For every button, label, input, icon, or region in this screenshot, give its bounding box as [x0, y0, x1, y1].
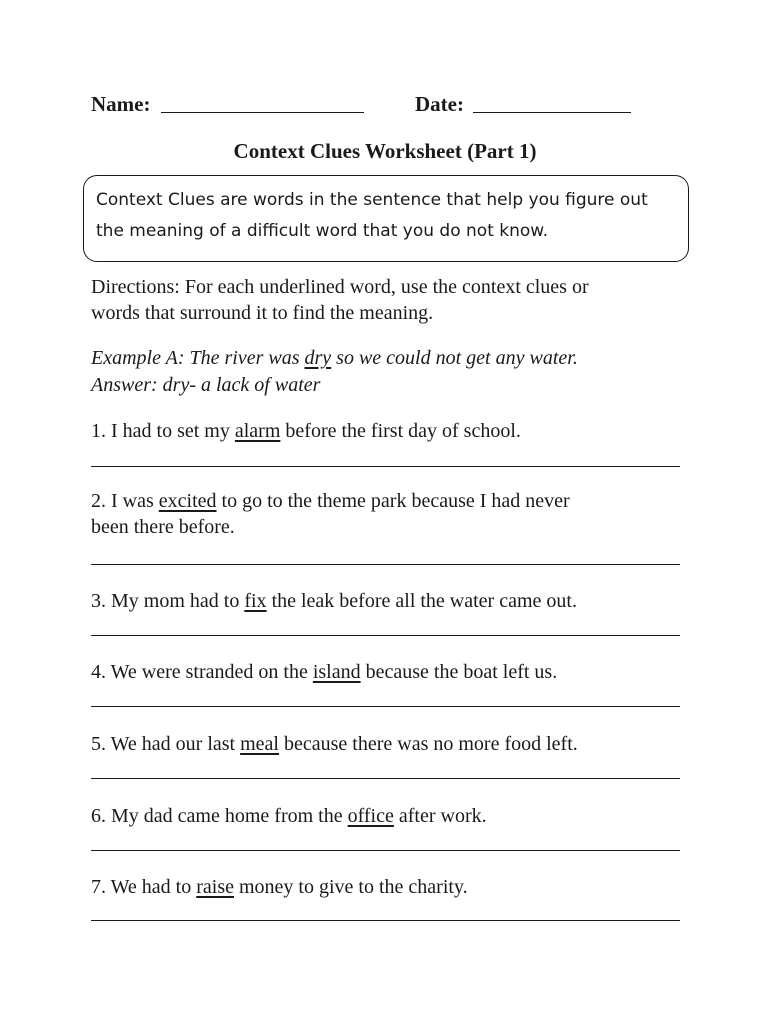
question-line-2: been there before. — [91, 516, 235, 538]
answer-line-7[interactable] — [91, 920, 680, 921]
question-pre: 1. I had to set my — [91, 420, 235, 442]
answer-line-6[interactable] — [91, 850, 680, 851]
definition-box — [83, 175, 689, 262]
worksheet-title — [0, 139, 770, 164]
worksheet-header — [91, 92, 691, 122]
example-pre: Example A: The river was — [91, 347, 305, 369]
answer-line-1[interactable] — [91, 466, 680, 467]
question-pre: 6. My dad came home from the — [91, 805, 348, 827]
question-pre: 3. My mom had to — [91, 590, 245, 612]
question-post: because there was no more food left. — [278, 733, 578, 755]
directions-line-1: Directions: For each underlined word, use the context clues or — [91, 276, 589, 298]
example-answer: Answer: dry- a lack of water — [91, 374, 321, 396]
answer-line-5[interactable] — [91, 778, 680, 779]
question-4 — [91, 659, 691, 685]
example-question — [91, 345, 691, 372]
question-pre: 7. We had to — [91, 876, 197, 898]
definition-line-2: the meaning of a difficult word that you do not know. — [96, 221, 549, 241]
directions — [91, 274, 691, 326]
question-3 — [91, 588, 691, 614]
definition-line-1: Context Clues are words in the sentence that help you figure out — [96, 190, 648, 210]
underlined-word: alarm — [234, 420, 281, 442]
question-post: the leak before all the water came out. — [266, 590, 577, 612]
date-label: Date: — [415, 92, 464, 116]
question-post: because the boat left us. — [360, 661, 558, 683]
question-pre: 5. We had our last — [91, 733, 241, 755]
question-5 — [91, 731, 691, 757]
date-blank-line — [473, 112, 631, 113]
question-2 — [91, 488, 691, 540]
underlined-word: raise — [196, 876, 234, 898]
question-6 — [91, 803, 691, 829]
question-pre: 2. I was — [91, 490, 159, 512]
example-a — [91, 345, 691, 399]
underlined-word: excited — [158, 490, 217, 512]
example-post: so we could not get any water. — [331, 347, 578, 369]
question-post: before the first day of school. — [280, 420, 521, 442]
question-1 — [91, 418, 691, 444]
question-7 — [91, 874, 691, 900]
underlined-word: fix — [244, 590, 267, 612]
answer-line-3[interactable] — [91, 635, 680, 636]
example-underlined-word: dry — [304, 347, 332, 369]
question-post: to go to the theme park because I had never — [216, 490, 570, 512]
title-text: Context Clues Worksheet (Part 1) — [233, 139, 537, 163]
answer-line-2[interactable] — [91, 564, 680, 565]
directions-line-2: words that surround it to find the meaning. — [91, 302, 434, 324]
question-post: after work. — [393, 805, 487, 827]
underlined-word: island — [312, 661, 361, 683]
underlined-word: office — [347, 805, 394, 827]
name-blank-line — [161, 112, 364, 113]
question-post: money to give to the charity. — [234, 876, 468, 898]
name-label: Name: — [91, 92, 151, 116]
answer-line-4[interactable] — [91, 706, 680, 707]
question-pre: 4. We were stranded on the — [91, 661, 313, 683]
underlined-word: meal — [240, 733, 279, 755]
